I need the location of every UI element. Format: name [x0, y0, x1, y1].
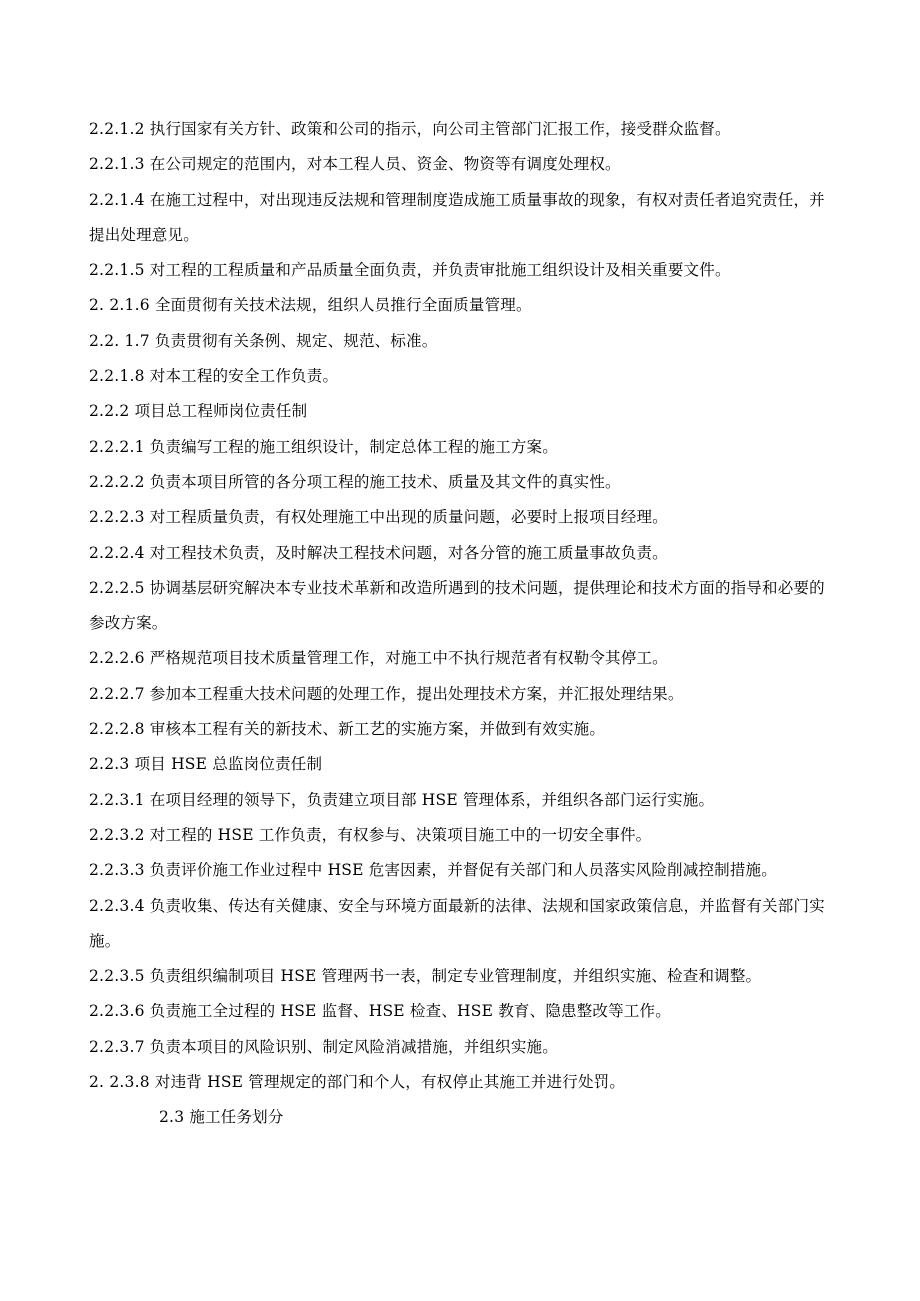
document-body — [89, 112, 834, 1136]
paragraph: 2.2.3.2 对工程的 HSE 工作负责，有权参与、决策项目施工中的一切安全事件。 — [89, 825, 652, 844]
paragraph: 2.2.1.3 在公司规定的范围内，对本工程人员、资金、物资等有调度处理权。 — [89, 155, 621, 174]
paragraph: 2.2.3.5 负责组织编制项目 HSE 管理两书一表，制定专业管理制度，并组织实施、检查和调整。 — [89, 967, 762, 986]
paragraph: 2. 2.3.8 对违背 HSE 管理规定的部门和个人，有权停止其施工并进行处罚。 — [89, 1073, 626, 1092]
paragraph: 2.2.3.1 在项目经理的领导下，负责建立项目部 HSE 管理体系，并组织各部门运行实施。 — [89, 790, 715, 809]
paragraph: 2.2.2.5 协调基层研究解决本专业技术革新和改造所遇到的技术问题，提供理论和技术方面的指导和必要的参改方案。 — [89, 578, 825, 633]
paragraph: 2.2.3.3 负责评价施工作业过程中 HSE 危害因素，并督促有关部门和人员落实风险削减控制措施。 — [89, 861, 777, 880]
paragraph: 2.2.1.5 对工程的工程质量和产品质量全面负责，并负责审批施工组织设计及相关重要文件。 — [89, 261, 731, 280]
paragraph: 2.2.1.8 对本工程的安全工作负责。 — [89, 367, 339, 386]
section-heading: 2.3 施工任务划分 — [159, 1108, 284, 1127]
section-heading: 2.2.2 项目总工程师岗位责任制 — [89, 402, 308, 421]
paragraph: 2.2.2.4 对工程技术负责，及时解决工程技术问题，对各分管的施工质量事故负责。 — [89, 543, 668, 562]
paragraph: 2.2.1.2 执行国家有关方针、政策和公司的指示，向公司主管部门汇报工作，接受群众监督。 — [89, 120, 731, 138]
paragraph: 2.2. 1.7 负责贯彻有关条例、规定、规范、标准。 — [89, 331, 438, 350]
paragraph: 2.2.2.8 审核本工程有关的新技术、新工艺的实施方案，并做到有效实施。 — [89, 720, 606, 739]
paragraph: 2.2.2.2 负责本项目所管的各分项工程的施工技术、质量及其文件的真实性。 — [89, 472, 621, 491]
paragraph: 2.2.2.3 对工程质量负责，有权处理施工中出现的质量问题，必要时上报项目经理。 — [89, 508, 668, 527]
paragraph: 2.2.2.1 负责编写工程的施工组织设计，制定总体工程的施工方案。 — [89, 437, 558, 456]
paragraph: 2.2.2.7 参加本工程重大技术问题的处理工作，提出处理技术方案，并汇报处理结果。 — [89, 684, 684, 703]
section-heading: 2.2.3 项目 HSE 总监岗位责任制 — [89, 755, 323, 774]
paragraph: 2.2.1.4 在施工过程中，对出现违反法规和管理制度造成施工质量事故的现象，有权对责任者追究责任，并提出处理意见。 — [89, 190, 825, 244]
paragraph: 2.2.3.4 负责收集、传达有关健康、安全与环境方面最新的法律、法规和国家政策信息，并监督有关部门实施。 — [89, 896, 825, 950]
paragraph: 2.2.3.6 负责施工全过程的 HSE 监督、HSE 检查、HSE 教育、隐患整改等工作。 — [89, 1002, 671, 1021]
paragraph: 2.2.3.7 负责本项目的风险识别、制定风险消减措施，并组织实施。 — [89, 1037, 558, 1056]
paragraph: 2. 2.1.6 全面贯彻有关技术法规，组织人员推行全面质量管理。 — [89, 296, 532, 315]
paragraph: 2.2.2.6 严格规范项目技术质量管理工作，对施工中不执行规范者有权勒令其停工。 — [89, 649, 668, 668]
